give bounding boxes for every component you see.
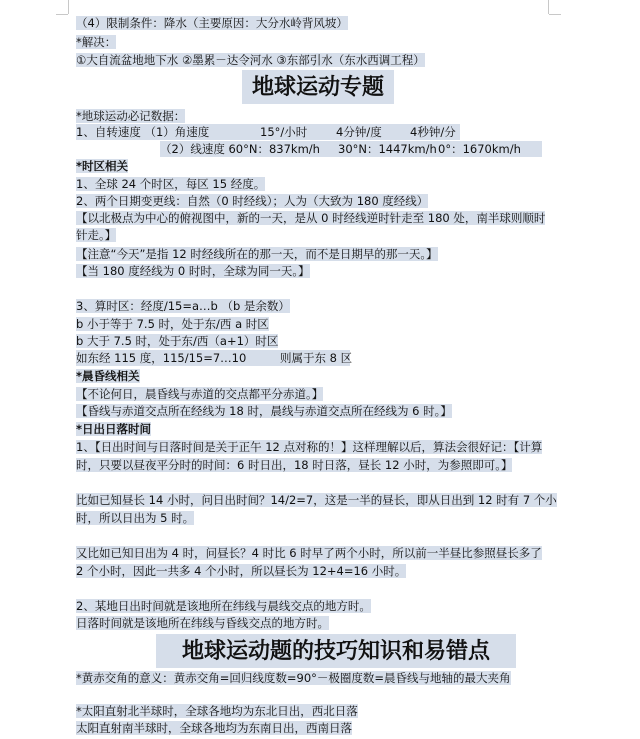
margin-mark-left bbox=[68, 0, 69, 14]
margin-mark-right bbox=[548, 0, 549, 14]
text-line: 针走。】 bbox=[76, 228, 117, 242]
text-line: （4）限制条件：降水（主要原因：大分水岭背风坡） bbox=[76, 16, 348, 30]
text-line: 【当 180 度经线为 0 时时，全球为同一天。】 bbox=[76, 264, 310, 278]
text-line: 比如已知昼长 14 小时，问日出时间？14/2=7，这是一半的昼长，即从日出到 12 时有 7 个小 bbox=[76, 493, 557, 507]
text-line: ①大自流盆地地下水 ②墨累－达令河水 ③东部引水（东水西调工程） bbox=[76, 53, 425, 67]
section-title: 地球运动题的技巧知识和易错点 bbox=[156, 634, 516, 668]
text-line: 3、算时区：经度/15=a…b （b 是余数） bbox=[76, 299, 290, 313]
text-line: 4分钟/度 bbox=[336, 125, 382, 139]
text-line: 1、自转速度 （1）角速度 bbox=[76, 125, 210, 139]
text-line: 太阳直射南半球时，全球各地均为东南日出，西南日落 bbox=[76, 721, 352, 735]
text-line: *太阳直射北半球时，全球各地均为东北日出，西北日落 bbox=[76, 704, 358, 718]
text-line: *黄赤交角的意义：黄赤交角=回归线度数=90°－极圈度数=晨昏线与地轴的最大夹角 bbox=[76, 671, 511, 685]
text-line: 【昏线与赤道交点所在经线为 18 时，晨线与赤道交点所在经线为 6 时。】 bbox=[76, 404, 452, 418]
text-line: b 大于 7.5 时，处于东/西（a+1）时区 bbox=[76, 334, 279, 348]
text-line: 日落时间就是该地所在纬线与昏线交点的地方时。 bbox=[76, 616, 329, 630]
text-line: *晨昏线相关 bbox=[76, 369, 140, 383]
text-line: *日出日落时间 bbox=[76, 422, 152, 436]
text-line: 1、全球 24 个时区，每区 15 经度。 bbox=[76, 177, 266, 191]
margin-mark-right-h bbox=[549, 14, 561, 15]
text-line: 时，只要以昼夜平分时的时间：6 时日出，18 时日落，昼长 12 小时，为参照即可。】 bbox=[76, 458, 513, 472]
text-line: 【以北极点为中心的俯视图中，新的一天，是从 0 时经线逆时针走至 180 处，南半球则顺时 bbox=[76, 211, 546, 225]
text-line: *解决： bbox=[76, 35, 117, 49]
text-line: 15°/小时 bbox=[260, 125, 308, 139]
text-line-row bbox=[76, 124, 460, 140]
text-line: 4秒钟/分 bbox=[410, 125, 456, 139]
text-line: 则属于东 8 区 bbox=[280, 351, 353, 365]
text-line-row bbox=[160, 141, 542, 157]
text-line: *时区相关 bbox=[76, 159, 129, 173]
text-line: 2 个小时，因此一共多 4 个小时，所以昼长为 12+4=16 小时。 bbox=[76, 564, 407, 578]
text-line: 30°N：1447km/h bbox=[338, 142, 437, 156]
text-line: 【注意“今天”是指 12 时经线所在的那一天，而不是日期早的那一天。】 bbox=[76, 247, 438, 261]
text-line: 【不论何日，晨昏线与赤道的交点都平分赤道。】 bbox=[76, 387, 324, 401]
text-line: 时，所以日出为 5 时。 bbox=[76, 511, 195, 525]
text-line: 如东经 115 度，115/15=7…10 bbox=[76, 351, 247, 365]
section-title: 地球运动专题 bbox=[242, 70, 394, 104]
text-line: （2）线速度 60°N：837km/h bbox=[160, 142, 320, 156]
text-line: b 小于等于 7.5 时，处于东/西 a 时区 bbox=[76, 317, 269, 331]
text-line: 又比如已知日出为 4 时，问昼长？4 时比 6 时早了两个小时，所以前一半昼比参照昼长多了 bbox=[76, 546, 542, 560]
text-line: 2、两个日期变更线：自然（0 时经线）；人为（大致为 180 度经线） bbox=[76, 194, 429, 208]
text-line: 2、某地日出时间就是该地所在纬线与晨线交点的地方时。 bbox=[76, 599, 371, 613]
margin-mark-left-h bbox=[56, 14, 68, 15]
text-line-row bbox=[76, 350, 353, 366]
text-line: *地球运动必记数据： bbox=[76, 109, 186, 123]
text-line: 1、【日出时间与日落时间是关于正午 12 点对称的！】这样理解以后，算法会很好记：【计算 bbox=[76, 440, 543, 454]
text-line: 0°：1670km/h bbox=[438, 142, 521, 156]
